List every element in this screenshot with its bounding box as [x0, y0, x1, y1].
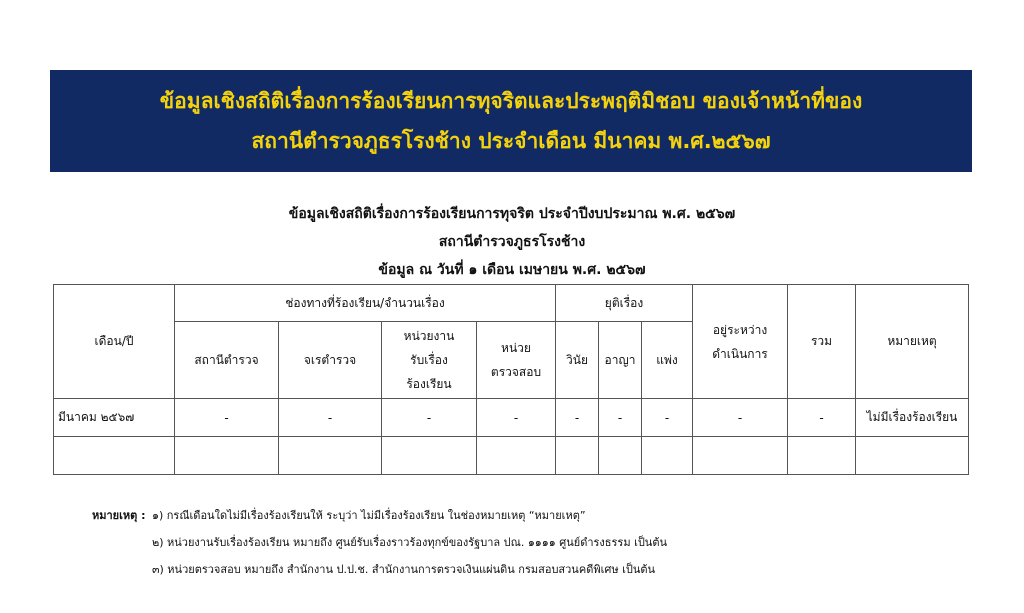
cell-criminal: -: [599, 399, 642, 437]
cell-audit: -: [477, 399, 556, 437]
empty-cell: [175, 437, 279, 475]
cell-station: -: [175, 399, 279, 437]
title-banner: [50, 70, 972, 172]
note-text: ๓) หน่วยตรวจสอบ หมายถึง สำนักงาน ป.ป.ช. สำนักงานการตรวจเงินแผ่นดิน กรมสอบสวนคดีพิเศษ เป็นต้น: [152, 563, 655, 576]
note-item: [92, 502, 667, 529]
empty-cell: [477, 437, 556, 475]
empty-cell: [54, 437, 175, 475]
empty-cell: [642, 437, 693, 475]
cell-total: -: [788, 399, 856, 437]
empty-cell: [856, 437, 969, 475]
header-audit: หน่วย ตรวจสอบ: [477, 322, 556, 399]
header-criminal: อาญา: [599, 322, 642, 399]
complaint-stats-table: [53, 284, 969, 475]
empty-cell: [279, 437, 382, 475]
note-item: [92, 556, 667, 583]
cell-month: มีนาคม ๒๕๖๗: [54, 399, 175, 437]
cell-agency: -: [382, 399, 477, 437]
header-civil: แพ่ง: [642, 322, 693, 399]
header-in-progress: อยู่ระหว่าง ดำเนินการ: [693, 285, 788, 399]
empty-cell: [788, 437, 856, 475]
header-total: รวม: [788, 285, 856, 399]
cell-remark: ไม่มีเรื่องร้องเรียน: [856, 399, 969, 437]
table-row-empty: [54, 437, 969, 475]
empty-cell: [599, 437, 642, 475]
header-discipline: วินัย: [556, 322, 599, 399]
empty-cell: [693, 437, 788, 475]
subtitle-station: สถานีตำรวจภูธรโรงช้าง: [438, 234, 586, 250]
note-item: [92, 529, 667, 556]
cell-in-progress: -: [693, 399, 788, 437]
header-channels: ช่องทางที่ร้องเรียน/จำนวนเรื่อง: [175, 285, 556, 322]
header-inspector: จเรตำรวจ: [279, 322, 382, 399]
header-station: สถานีตำรวจ: [175, 322, 279, 399]
cell-inspector: -: [279, 399, 382, 437]
empty-cell: [382, 437, 477, 475]
cell-discipline: -: [556, 399, 599, 437]
banner-title-line-1: ข้อมูลเชิงสถิติเรื่องการร้องเรียนการทุจริตและประพฤติมิชอบ ของเจ้าหน้าที่ของ: [159, 89, 863, 113]
note-text: ๒) หน่วยงานรับเรื่องร้องเรียน หมายถึง ศูนย์รับเรื่องราวร้องทุกข์ของรัฐบาล ปณ. ๑๑๑๑ ศูนย์ดำรงธรรม เป็นต้น: [152, 536, 667, 549]
table-row: [54, 399, 969, 437]
header-resolved: ยุติเรื่อง: [556, 285, 693, 322]
note-text: ๑) กรณีเดือนใดไม่มีเรื่องร้องเรียนให้ ระบุว่า ไม่มีเรื่องร้องเรียน ในช่องหมายเหตุ “หมายเหตุ”: [152, 509, 586, 522]
empty-cell: [556, 437, 599, 475]
cell-civil: -: [642, 399, 693, 437]
subtitle-fiscal-year: ข้อมูลเชิงสถิติเรื่องการร้องเรียนการทุจริต ประจำปีงบประมาณ พ.ศ. ๒๕๖๗: [288, 206, 736, 222]
notes-section: [92, 502, 667, 583]
table-header-row-1: [54, 285, 969, 322]
header-remark: หมายเหตุ: [856, 285, 969, 399]
subtitle-data-date: ข้อมูล ณ วันที่ ๑ เดือน เมษายน พ.ศ. ๒๕๖๗: [378, 262, 646, 278]
banner-title-line-2: สถานีตำรวจภูธรโรงช้าง ประจำเดือน มีนาคม พ.ศ.๒๕๖๗: [251, 129, 771, 153]
header-month: เดือน/ปี: [54, 285, 175, 399]
notes-label: หมายเหตุ :: [92, 509, 146, 522]
header-agency: หน่วยงาน รับเรื่อง ร้องเรียน: [382, 322, 477, 399]
